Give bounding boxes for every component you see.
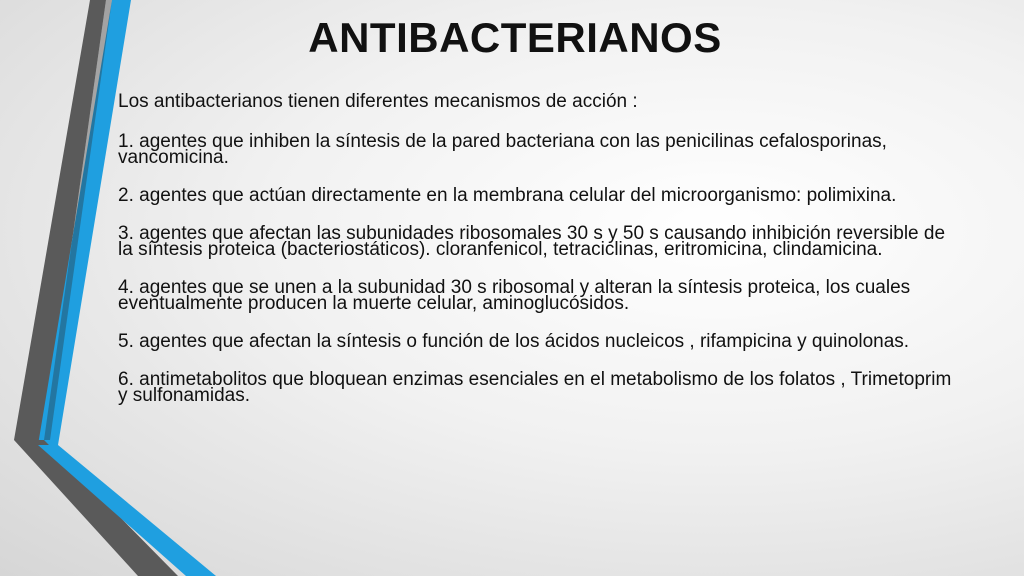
- list-item: 5. agentes que afectan la síntesis o función de los ácidos nucleicos , rifampicina y quinolonas.: [118, 331, 910, 352]
- slide-title: ANTIBACTERIANOS: [308, 14, 722, 61]
- list-item: 4. agentes que se unen a la subunidad 30 s ribosomal y alteran la síntesis proteica, los cuales eventualmente producen la muerte celular, aminoglucósidos.: [118, 277, 911, 314]
- list-item: 6. antimetabolitos que bloquean enzimas esenciales en el metabolismo de los folatos , Trimetoprim y sulfonamidas.: [118, 369, 952, 406]
- gray-stripe-diagonal: [14, 440, 178, 576]
- list-item: 1. agentes que inhiben la síntesis de la pared bacteriana con las penicilinas cefalosporinas, vancomicina.: [118, 131, 887, 168]
- slide-body: [118, 91, 958, 426]
- list-item: 2. agentes que actúan directamente en la membrana celular del microorganismo: polimixina.: [118, 185, 897, 206]
- list-item: 3. agentes que afectan las subunidades ribosomales 30 s y 50 s causando inhibición reversible de la síntesis proteica (bacteriostáticos). cloranfenicol, tetraciclinas, eritromicina, clindamicina.: [118, 223, 946, 260]
- intro-text: Los antibacterianos tienen diferentes mecanismos de acción :: [118, 91, 638, 112]
